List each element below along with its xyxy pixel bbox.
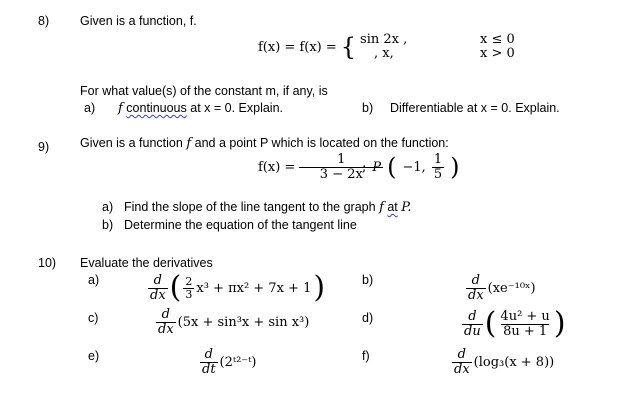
q10-e-expr bbox=[200, 344, 256, 380]
q8-case1-expr: sin 2x , bbox=[360, 31, 408, 47]
q10-e-label: e) bbox=[88, 349, 100, 363]
q9-a-label: a) bbox=[102, 200, 114, 214]
q10-a-label: a) bbox=[88, 273, 100, 287]
q10-a-body: x³ + πx² + 7x + 1 bbox=[196, 280, 312, 296]
q10-f-label: f) bbox=[362, 349, 370, 363]
q10-e-dt: dt bbox=[202, 361, 216, 377]
q10-number: 10) bbox=[38, 256, 57, 270]
q10-a-coef bbox=[183, 276, 194, 300]
q8-cases bbox=[360, 33, 515, 62]
q9-intro-f: f bbox=[186, 136, 192, 151]
q10-a-coef-num: 2 bbox=[185, 274, 193, 288]
q10-b-body: (xe⁻¹⁰ˣ) bbox=[487, 280, 536, 296]
q10-d-derivative bbox=[462, 310, 483, 338]
q10-d-close-paren: ) bbox=[553, 306, 566, 341]
q9-point-open-paren: ( bbox=[387, 153, 397, 181]
q10-d-fraction bbox=[498, 310, 551, 338]
q9-point-num: 1 bbox=[433, 151, 443, 167]
q8-definition-lhs: f(x) = f(x) = bbox=[258, 39, 337, 55]
q8-case2-cond: x > 0 bbox=[480, 46, 515, 61]
q8-number: 8) bbox=[38, 14, 50, 28]
q10-a-open-paren: ( bbox=[169, 270, 182, 305]
q10-d-d: d bbox=[468, 308, 477, 324]
q9-sep: ; bbox=[362, 159, 367, 175]
q9-point bbox=[362, 148, 459, 186]
q10-d-den: 8u + 1 bbox=[503, 323, 548, 339]
q9-a-text-p: P. bbox=[401, 200, 412, 215]
q9-intro-post: and a point P which is located on the function: bbox=[194, 136, 449, 150]
q9-intro-pre: Given is a function bbox=[80, 136, 183, 150]
q10-b-derivative bbox=[466, 274, 486, 302]
q9-point-lhs: P bbox=[372, 159, 382, 175]
q10-e-d: d bbox=[204, 346, 213, 362]
q9-a-text bbox=[124, 200, 412, 215]
q8-case1-cond: x ≤ 0 bbox=[480, 31, 515, 47]
q10-c-expr bbox=[156, 304, 309, 340]
q10-b-dx: dx bbox=[468, 287, 484, 303]
q10-a-coef-den: 3 bbox=[185, 287, 193, 301]
q9-frac-den: 3 − 2x bbox=[299, 167, 383, 182]
q8-b-label: b) bbox=[362, 101, 374, 115]
q10-b-d: d bbox=[471, 272, 480, 288]
q9-a-text-at: at bbox=[387, 200, 398, 214]
q10-d-expr bbox=[462, 302, 566, 346]
q10-a-expr bbox=[148, 268, 325, 308]
q9-number: 9) bbox=[38, 140, 50, 154]
q8-piecewise bbox=[258, 30, 515, 64]
q10-d-open-paren: ( bbox=[484, 306, 497, 341]
q8-a-rest: at x = 0. Explain. bbox=[190, 101, 284, 115]
q9-frac-num: 1 bbox=[337, 151, 346, 167]
q9-a-text-pre: Find the slope of the line tangent to the graph bbox=[124, 200, 376, 214]
q10-a-d: d bbox=[153, 272, 162, 288]
q10-e-derivative bbox=[200, 348, 218, 376]
q10-c-d: d bbox=[161, 306, 170, 322]
q10-c-label: c) bbox=[88, 311, 99, 325]
q10-intro: Evaluate the derivatives bbox=[80, 256, 213, 270]
q8-a-f: f bbox=[118, 101, 123, 116]
q10-d-label: d) bbox=[362, 311, 374, 325]
q9-point-fraction bbox=[432, 153, 444, 181]
q8-question: For what value(s) of the constant m, if any, is bbox=[80, 84, 328, 98]
q10-f-derivative bbox=[452, 348, 472, 376]
q9-a-text-f: f bbox=[379, 200, 384, 215]
q8-brace: { bbox=[340, 33, 357, 61]
q8-a-text bbox=[118, 101, 283, 116]
q8-a-label: a) bbox=[84, 101, 96, 115]
q10-f-body: (log₃(x + 8)) bbox=[473, 354, 555, 370]
q8-b-text: Differentiable at x = 0. Explain. bbox=[390, 101, 560, 115]
q9-point-x: −1, bbox=[402, 159, 426, 175]
q10-b-label: b) bbox=[362, 273, 374, 287]
q9-fx: f(x) = bbox=[258, 159, 296, 175]
q10-f-expr bbox=[452, 344, 554, 380]
q9-point-close-paren: ) bbox=[450, 153, 460, 181]
q9-b-text: Determine the equation of the tangent line bbox=[124, 218, 357, 232]
q10-a-dx: dx bbox=[150, 287, 166, 303]
q10-c-derivative bbox=[156, 308, 176, 336]
q10-c-body: (5x + sin³x + sin x³) bbox=[177, 314, 310, 330]
q10-d-num: 4u² + u bbox=[500, 308, 550, 324]
q10-d-du: du bbox=[464, 323, 481, 339]
q10-f-d: d bbox=[457, 346, 466, 362]
q9-b-label: b) bbox=[102, 218, 114, 232]
q8-intro: Given is a function, f. bbox=[80, 14, 197, 28]
q10-a-derivative bbox=[148, 274, 168, 302]
q10-c-dx: dx bbox=[158, 321, 174, 337]
q8-case2-expr: , x, bbox=[374, 46, 394, 61]
q10-e-body: (2ᵗ²⁻ᵗ) bbox=[219, 354, 257, 370]
q10-f-dx: dx bbox=[454, 361, 470, 377]
q8-a-continuous: continuous bbox=[126, 101, 187, 115]
q10-a-close-paren: ) bbox=[313, 270, 326, 305]
q9-point-den: 5 bbox=[433, 166, 443, 182]
